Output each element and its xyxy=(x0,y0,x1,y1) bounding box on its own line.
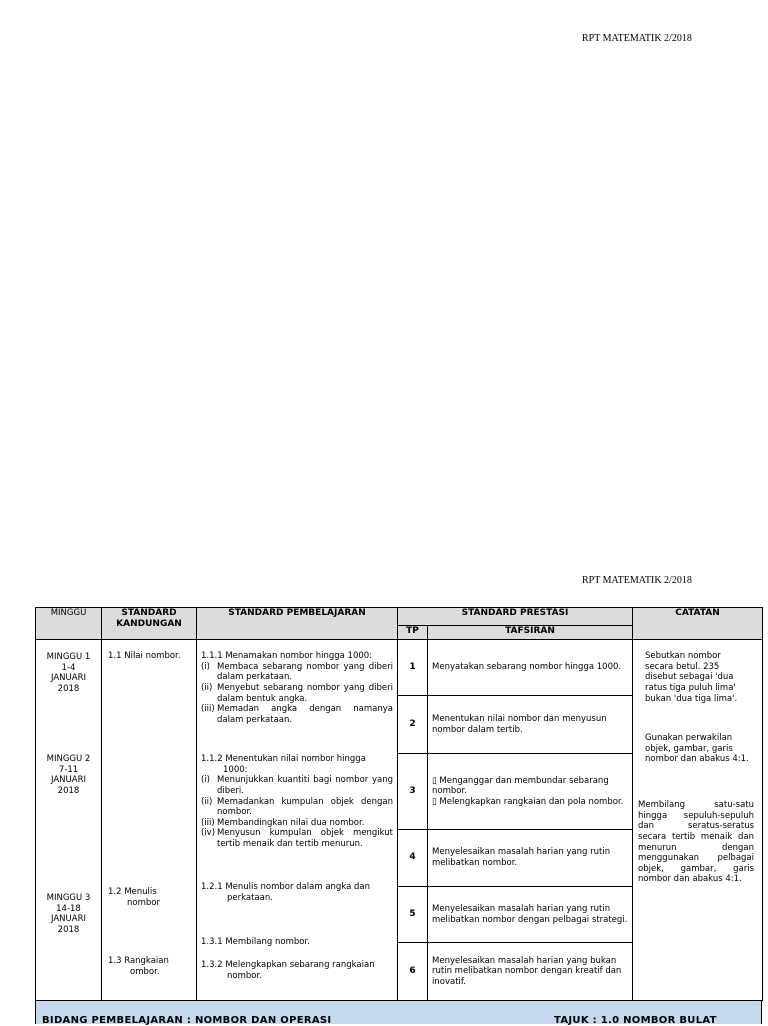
document-header-label-page2: RPT MATEMATIK 2/2018 xyxy=(582,575,692,586)
minggu-1: MINGGU 1 1-4 JANUARI 2018 xyxy=(46,652,91,694)
tajuk-label: TAJUK : 1.0 NOMBOR BULAT xyxy=(554,1015,717,1026)
minggu-3: MINGGU 3 14-18 JANUARI 2018 xyxy=(46,893,91,935)
bidang-pembelajaran-label: BIDANG PEMBELAJARAN : NOMBOR DAN OPERASI xyxy=(42,1015,332,1026)
tp-6: 6 xyxy=(398,943,428,1001)
tafsiran-6: Menyelesaikan masalah harian yang bukan rutin melibatkan nombor dengan kreatif dan inovatif. xyxy=(428,943,633,1001)
sk-1-1: 1.1 Nilai nombor. xyxy=(108,651,181,661)
tp-4: 4 xyxy=(398,830,428,887)
tp-1: 1 xyxy=(398,640,428,696)
sp-1-1-2: 1.1.2 Menentukan nilai nombor hingga 1000: (i) Menunjukkan kuantiti bagi nombor yang diberi. (ii) Memadankan kumpulan objek dengan nombor. (iii) Membandingkan nilai dua nombor. (iv) Menyusun kumpulan objek mengikut tertib menaik dan tertib menurun. xyxy=(201,754,393,849)
header-tafsiran: TAFSIRAN xyxy=(428,626,633,640)
sp-1-3-1: 1.3.1 Membilang nombor. xyxy=(201,937,310,947)
catatan-1: Sebutkan nombor secara betul. 235 disebut sebagai 'dua ratus tiga puluh lima' bukan 'dua tiga lima'. xyxy=(645,651,738,704)
header-tp: TP xyxy=(398,626,428,640)
header-standard-prestasi: STANDARD PRESTASI xyxy=(398,608,633,626)
catatan-column xyxy=(633,640,763,1001)
tafsiran-1: Menyatakan sebarang nombor hingga 1000. xyxy=(428,640,633,696)
sk-1-2: 1.2 Menulis nombor xyxy=(108,887,160,908)
sp-1-1-1: 1.1.1 Menamakan nombor hingga 1000: (i) Membaca sebarang nombor yang diberi dalam perkataan. (ii) Menyebut sebarang nombor yang diberi dalam bentuk angka. (iii) Memadan angka dengan namanya dalam perkataan. xyxy=(201,651,393,725)
header-standard-kandungan: STANDARD KANDUNGAN xyxy=(102,608,197,640)
tp-3: 3 xyxy=(398,754,428,830)
header-minggu: MINGGU xyxy=(36,608,102,640)
standard-pembelajaran-column xyxy=(197,640,398,1001)
sk-1-3: 1.3 Rangkaian ombor. xyxy=(108,956,169,977)
standard-kandungan-column xyxy=(102,640,197,1001)
tp-2: 2 xyxy=(398,696,428,754)
bidang-pembelajaran-bar xyxy=(35,1000,762,1024)
minggu-column xyxy=(36,640,102,1001)
tafsiran-5: Menyelesaikan masalah harian yang rutin melibatkan nombor dengan pelbagai strategi. xyxy=(428,887,633,943)
tp-5: 5 xyxy=(398,887,428,943)
minggu-2: MINGGU 2 7-11 JANUARI 2018 xyxy=(46,754,91,796)
header-standard-pembelajaran: STANDARD PEMBELAJARAN xyxy=(197,608,398,640)
catatan-2: Gunakan perwakilan objek, gambar, garis nombor dan abakus 4:1. xyxy=(645,733,749,765)
sp-1-2-1: 1.2.1 Menulis nombor dalam angka dan perkataan. xyxy=(201,882,371,903)
sp-1-3-2: 1.3.2 Melengkapkan sebarang rangkaian nombor. xyxy=(201,960,375,981)
document-header-label: RPT MATEMATIK 2/2018 xyxy=(582,33,692,44)
tafsiran-2: Menentukan nilai nombor dan menyusun nombor dalam tertib. xyxy=(428,696,633,754)
tafsiran-3: ▯ Menganggar dan membundar sebarang nombor. ▯ Melengkapkan rangkaian dan pola nombor. xyxy=(428,754,633,830)
rpt-table xyxy=(35,607,763,1001)
header-catatan: CATATAN xyxy=(633,608,763,640)
catatan-3: Membilang satu-satu hingga sepuluh-sepuluh dan seratus-seratus secara tertib menaik dan menurun dengan menggunakan pelbagai objek, gambar, garis nombor dan abakus 4:1. xyxy=(638,800,755,885)
tafsiran-4: Menyelesaikan masalah harian yang rutin melibatkan nombor. xyxy=(428,830,633,887)
